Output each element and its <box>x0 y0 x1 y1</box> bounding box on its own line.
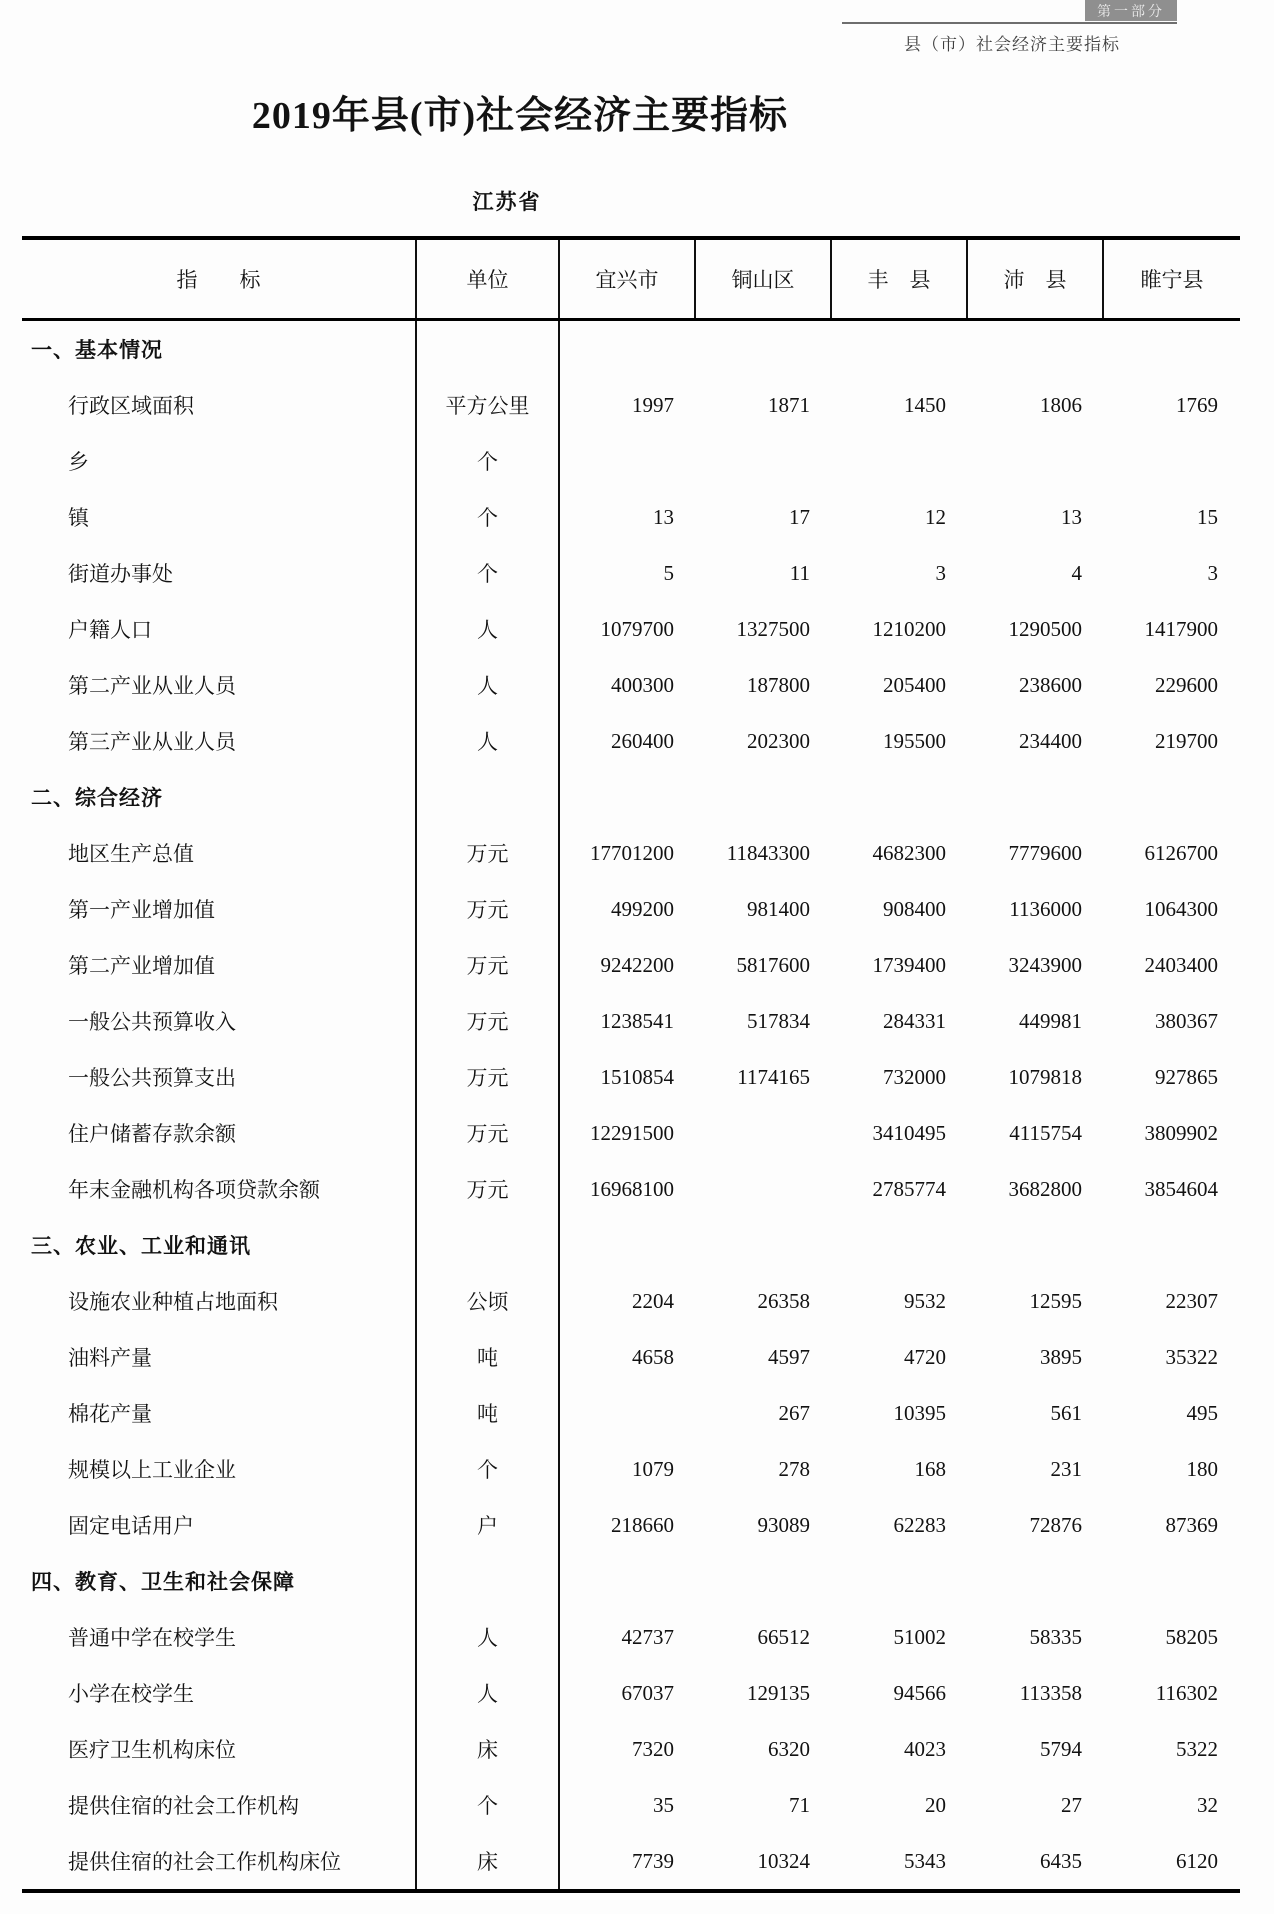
table-row <box>22 1385 1240 1441</box>
value-cell: 238600 <box>1019 672 1082 697</box>
value-cell: 1450 <box>904 392 946 417</box>
value-cell: 1079700 <box>600 616 674 641</box>
table-row <box>22 601 1240 657</box>
value-cell: 62283 <box>893 1512 946 1537</box>
unit-cell: 公顷 <box>417 1273 560 1329</box>
value-cell: 129135 <box>747 1680 810 1705</box>
value-cell: 260400 <box>611 728 674 753</box>
indicator-cell: 户籍人口 <box>22 601 417 657</box>
section-row <box>22 1217 1240 1273</box>
value-cell <box>1104 321 1240 377</box>
value-cell: 3895 <box>1040 1344 1082 1369</box>
value-cell: 5343 <box>904 1848 946 1873</box>
indicator-cell: 棉花产量 <box>22 1385 417 1441</box>
value-cell <box>696 1161 832 1217</box>
value-cell <box>696 1553 832 1609</box>
value-cell <box>696 321 832 377</box>
table-header-row <box>22 240 1240 321</box>
indicator-cell: 第二产业增加值 <box>22 937 417 993</box>
indicator-cell: 普通中学在校学生 <box>22 1609 417 1665</box>
value-cell: 180 <box>1186 1456 1218 1481</box>
value-cell: 12595 <box>1029 1288 1082 1313</box>
value-cell <box>968 1217 1104 1273</box>
table-row <box>22 545 1240 601</box>
page-title: 2019年县(市)社会经济主要指标 <box>251 95 789 137</box>
table-row <box>22 1777 1240 1833</box>
unit-cell: 万元 <box>417 993 560 1049</box>
value-cell: 234400 <box>1019 728 1082 753</box>
value-cell: 2204 <box>632 1288 674 1313</box>
value-cell: 267 <box>778 1400 810 1425</box>
value-cell: 4023 <box>904 1736 946 1761</box>
value-cell: 2403400 <box>1144 952 1218 977</box>
part-badge: 第一部分 <box>1085 0 1177 21</box>
value-cell: 5322 <box>1176 1736 1218 1761</box>
indicator-cell: 镇 <box>22 489 417 545</box>
value-cell: 1769 <box>1176 392 1218 417</box>
value-cell: 981400 <box>747 896 810 921</box>
value-cell: 278 <box>778 1456 810 1481</box>
value-cell: 27 <box>1061 1792 1082 1817</box>
value-cell <box>560 1553 696 1609</box>
unit-cell: 人 <box>417 713 560 769</box>
value-cell: 3410495 <box>872 1120 946 1145</box>
value-cell: 1327500 <box>736 616 810 641</box>
table-row <box>22 377 1240 433</box>
indicator-cell: 年末金融机构各项贷款余额 <box>22 1161 417 1217</box>
value-cell: 42737 <box>621 1624 674 1649</box>
value-cell: 17 <box>789 504 810 529</box>
indicator-cell: 医疗卫生机构床位 <box>22 1721 417 1777</box>
unit-cell: 万元 <box>417 1105 560 1161</box>
indicator-cell: 乡 <box>22 433 417 489</box>
value-cell <box>696 1105 832 1161</box>
table-row <box>22 1609 1240 1665</box>
value-cell: 4658 <box>632 1344 674 1369</box>
value-cell: 1136000 <box>1009 896 1082 921</box>
value-cell: 1064300 <box>1144 896 1218 921</box>
section-row <box>22 769 1240 825</box>
value-cell <box>1104 1553 1240 1609</box>
value-cell: 4720 <box>904 1344 946 1369</box>
value-cell: 4682300 <box>872 840 946 865</box>
value-cell <box>560 321 696 377</box>
table-row <box>22 433 1240 489</box>
value-cell <box>560 1385 696 1441</box>
value-cell: 15 <box>1197 504 1218 529</box>
value-cell: 16968100 <box>590 1176 674 1201</box>
value-cell <box>560 769 696 825</box>
table-row <box>22 1273 1240 1329</box>
indicator-cell: 一、基本情况 <box>22 321 417 377</box>
indicator-cell: 街道办事处 <box>22 545 417 601</box>
value-cell: 3 <box>1207 560 1218 585</box>
value-cell: 927865 <box>1155 1064 1218 1089</box>
value-cell: 5794 <box>1040 1736 1082 1761</box>
table-row <box>22 1441 1240 1497</box>
value-cell <box>832 321 968 377</box>
indicator-cell: 第二产业从业人员 <box>22 657 417 713</box>
value-cell <box>832 1217 968 1273</box>
unit-cell <box>417 769 560 825</box>
unit-cell: 吨 <box>417 1385 560 1441</box>
table-body <box>22 321 1240 1889</box>
header-cell: 铜山区 <box>696 240 832 318</box>
unit-cell: 个 <box>417 489 560 545</box>
indicator-cell: 一般公共预算支出 <box>22 1049 417 1105</box>
value-cell <box>560 433 696 489</box>
value-cell: 7320 <box>632 1736 674 1761</box>
value-cell: 1290500 <box>1008 616 1082 641</box>
header-cell: 沛 县 <box>968 240 1104 318</box>
unit-cell: 万元 <box>417 937 560 993</box>
value-cell: 7779600 <box>1008 840 1082 865</box>
value-cell: 1174165 <box>737 1064 810 1089</box>
value-cell: 12291500 <box>590 1120 674 1145</box>
value-cell <box>1104 433 1240 489</box>
value-cell: 219700 <box>1155 728 1218 753</box>
value-cell <box>832 769 968 825</box>
value-cell: 93089 <box>757 1512 810 1537</box>
value-cell: 6435 <box>1040 1848 1082 1873</box>
unit-cell: 吨 <box>417 1329 560 1385</box>
unit-cell: 人 <box>417 1665 560 1721</box>
value-cell: 3854604 <box>1144 1176 1218 1201</box>
indicator-cell: 固定电话用户 <box>22 1497 417 1553</box>
indicator-cell: 提供住宿的社会工作机构床位 <box>22 1833 417 1889</box>
value-cell <box>696 433 832 489</box>
value-cell: 116302 <box>1155 1680 1218 1705</box>
value-cell: 72876 <box>1029 1512 1082 1537</box>
value-cell: 13 <box>653 504 674 529</box>
indicator-cell: 三、农业、工业和通讯 <box>22 1217 417 1273</box>
value-cell: 87369 <box>1165 1512 1218 1537</box>
value-cell: 1806 <box>1040 392 1082 417</box>
header-cell: 单位 <box>417 240 560 318</box>
value-cell: 1079 <box>632 1456 674 1481</box>
unit-cell: 万元 <box>417 881 560 937</box>
value-cell: 205400 <box>883 672 946 697</box>
indicator-cell: 设施农业种植占地面积 <box>22 1273 417 1329</box>
value-cell: 35322 <box>1165 1344 1218 1369</box>
value-cell: 17701200 <box>590 840 674 865</box>
unit-cell: 万元 <box>417 825 560 881</box>
value-cell: 11 <box>789 560 810 585</box>
value-cell: 187800 <box>747 672 810 697</box>
unit-cell: 人 <box>417 1609 560 1665</box>
value-cell: 195500 <box>883 728 946 753</box>
value-cell: 1238541 <box>600 1008 674 1033</box>
section-row <box>22 1553 1240 1609</box>
table-row <box>22 1497 1240 1553</box>
value-cell <box>696 1217 832 1273</box>
table-row <box>22 1105 1240 1161</box>
value-cell: 9242200 <box>600 952 674 977</box>
value-cell: 10324 <box>757 1848 810 1873</box>
value-cell: 5817600 <box>736 952 810 977</box>
indicator-cell: 一般公共预算收入 <box>22 993 417 1049</box>
province-subtitle: 江苏省 <box>472 190 542 214</box>
header-cell: 指 标 <box>22 240 417 318</box>
unit-cell <box>417 1217 560 1273</box>
table-row <box>22 1833 1240 1889</box>
value-cell <box>832 433 968 489</box>
value-cell: 4597 <box>768 1344 810 1369</box>
value-cell: 66512 <box>757 1624 810 1649</box>
value-cell: 908400 <box>883 896 946 921</box>
value-cell: 11843300 <box>726 840 810 865</box>
value-cell <box>560 1217 696 1273</box>
value-cell: 113358 <box>1019 1680 1082 1705</box>
value-cell: 35 <box>653 1792 674 1817</box>
value-cell: 20 <box>925 1792 946 1817</box>
value-cell: 400300 <box>611 672 674 697</box>
value-cell: 1210200 <box>872 616 946 641</box>
value-cell: 4 <box>1071 560 1082 585</box>
value-cell: 284331 <box>883 1008 946 1033</box>
value-cell: 58205 <box>1165 1624 1218 1649</box>
table-row <box>22 1665 1240 1721</box>
value-cell: 2785774 <box>872 1176 946 1201</box>
value-cell: 1417900 <box>1144 616 1218 641</box>
section-row <box>22 321 1240 377</box>
header-cell: 丰 县 <box>832 240 968 318</box>
indicator-cell: 地区生产总值 <box>22 825 417 881</box>
value-cell: 168 <box>914 1456 946 1481</box>
value-cell: 67037 <box>621 1680 674 1705</box>
table-row <box>22 1049 1240 1105</box>
unit-cell: 个 <box>417 433 560 489</box>
indicator-cell: 二、综合经济 <box>22 769 417 825</box>
unit-cell: 平方公里 <box>417 377 560 433</box>
header-cell: 睢宁县 <box>1140 268 1204 292</box>
value-cell: 1871 <box>768 392 810 417</box>
value-cell <box>696 769 832 825</box>
value-cell: 229600 <box>1155 672 1218 697</box>
value-cell: 380367 <box>1155 1008 1218 1033</box>
value-cell: 1739400 <box>872 952 946 977</box>
value-cell: 9532 <box>904 1288 946 1313</box>
unit-cell: 床 <box>417 1833 560 1889</box>
indicators-table <box>22 236 1240 1893</box>
value-cell: 13 <box>1061 504 1082 529</box>
unit-cell: 人 <box>417 601 560 657</box>
indicator-cell: 提供住宿的社会工作机构 <box>22 1777 417 1833</box>
value-cell: 58335 <box>1029 1624 1082 1649</box>
table-row <box>22 1721 1240 1777</box>
unit-cell: 万元 <box>417 1049 560 1105</box>
value-cell: 561 <box>1050 1400 1082 1425</box>
unit-cell: 人 <box>417 657 560 713</box>
value-cell: 3243900 <box>1008 952 1082 977</box>
unit-cell <box>417 321 560 377</box>
header-rule <box>842 22 1177 24</box>
value-cell: 732000 <box>883 1064 946 1089</box>
indicator-cell: 小学在校学生 <box>22 1665 417 1721</box>
value-cell: 6126700 <box>1144 840 1218 865</box>
value-cell: 32 <box>1197 1792 1218 1817</box>
page-header-title: 县（市）社会经济主要指标 <box>904 35 1120 54</box>
value-cell: 449981 <box>1019 1008 1082 1033</box>
value-cell: 1997 <box>632 392 674 417</box>
table-row <box>22 1161 1240 1217</box>
table-row <box>22 713 1240 769</box>
unit-cell: 万元 <box>417 1161 560 1217</box>
indicator-cell: 行政区域面积 <box>22 377 417 433</box>
indicator-cell: 规模以上工业企业 <box>22 1441 417 1497</box>
value-cell: 6320 <box>768 1736 810 1761</box>
value-cell: 202300 <box>747 728 810 753</box>
unit-cell <box>417 1553 560 1609</box>
value-cell <box>968 769 1104 825</box>
table-row <box>22 825 1240 881</box>
indicator-cell: 第一产业增加值 <box>22 881 417 937</box>
unit-cell: 床 <box>417 1721 560 1777</box>
table-row <box>22 657 1240 713</box>
value-cell: 4115754 <box>1009 1120 1082 1145</box>
unit-cell: 个 <box>417 1777 560 1833</box>
value-cell: 7739 <box>632 1848 674 1873</box>
value-cell: 12 <box>925 504 946 529</box>
value-cell: 231 <box>1050 1456 1082 1481</box>
value-cell: 51002 <box>893 1624 946 1649</box>
value-cell <box>1104 1217 1240 1273</box>
table-row <box>22 993 1240 1049</box>
value-cell: 3809902 <box>1144 1120 1218 1145</box>
value-cell: 5 <box>663 560 674 585</box>
value-cell: 495 <box>1186 1400 1218 1425</box>
indicator-cell: 住户储蓄存款余额 <box>22 1105 417 1161</box>
value-cell: 218660 <box>611 1512 674 1537</box>
table-row <box>22 881 1240 937</box>
unit-cell: 个 <box>417 1441 560 1497</box>
value-cell: 3 <box>935 560 946 585</box>
value-cell <box>968 433 1104 489</box>
unit-cell: 户 <box>417 1497 560 1553</box>
value-cell <box>1104 769 1240 825</box>
header-cell: 宜兴市 <box>560 240 696 318</box>
value-cell: 3682800 <box>1008 1176 1082 1201</box>
table-row <box>22 1329 1240 1385</box>
value-cell: 1079818 <box>1008 1064 1082 1089</box>
value-cell: 71 <box>789 1792 810 1817</box>
value-cell: 26358 <box>757 1288 810 1313</box>
value-cell: 94566 <box>893 1680 946 1705</box>
value-cell: 22307 <box>1165 1288 1218 1313</box>
indicator-cell: 四、教育、卫生和社会保障 <box>22 1553 417 1609</box>
indicator-cell: 第三产业从业人员 <box>22 713 417 769</box>
value-cell <box>968 321 1104 377</box>
unit-cell: 个 <box>417 545 560 601</box>
value-cell: 6120 <box>1176 1848 1218 1873</box>
value-cell: 10395 <box>893 1400 946 1425</box>
value-cell <box>968 1553 1104 1609</box>
value-cell: 517834 <box>747 1008 810 1033</box>
value-cell: 499200 <box>611 896 674 921</box>
value-cell <box>832 1553 968 1609</box>
table-row <box>22 489 1240 545</box>
value-cell: 1510854 <box>600 1064 674 1089</box>
table-row <box>22 937 1240 993</box>
indicator-cell: 油料产量 <box>22 1329 417 1385</box>
